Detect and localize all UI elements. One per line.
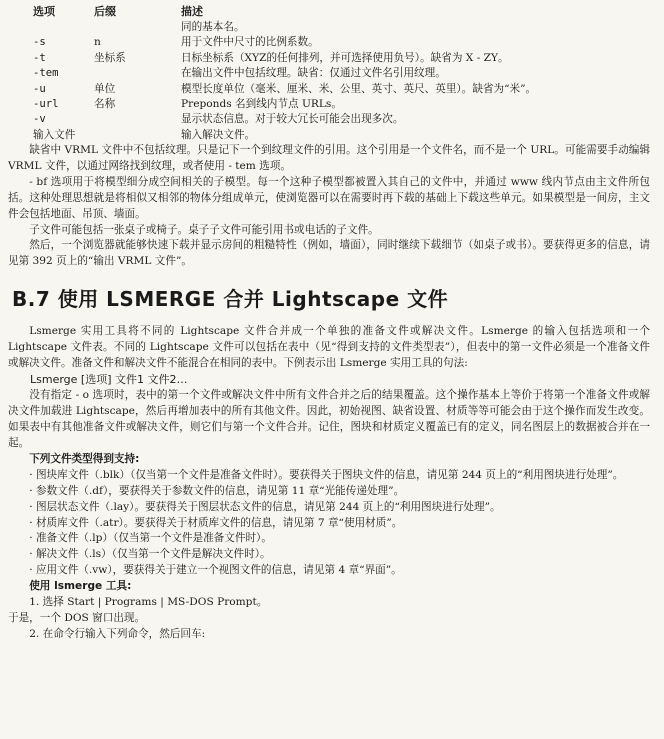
header-suffix: 后缀 bbox=[94, 5, 116, 18]
suffix-cell: 坐标系 bbox=[94, 51, 126, 64]
suffix-cell: n bbox=[94, 36, 101, 49]
list-item: · 材质库文件（.atr）。要获得关于材质库文件的信息，请见第 7 章“使用材质”。 bbox=[29, 516, 403, 529]
table-row bbox=[8, 82, 650, 97]
table-continuation: 同的基本名。 bbox=[181, 21, 245, 33]
header-option: 选项 bbox=[33, 5, 55, 18]
syntax-line: Lsmerge [选项] 文件1 文件2… bbox=[30, 372, 188, 386]
table-row bbox=[8, 66, 650, 81]
step-item: 2. 在命令行输入下列命令，然后回车: bbox=[29, 627, 206, 640]
table-row bbox=[8, 35, 650, 50]
option-cell: -u bbox=[33, 82, 46, 95]
section-heading: B.7 使用 LSMERGE 合并 Lightscape 文件 bbox=[12, 287, 449, 312]
bullet-icon: · bbox=[29, 516, 36, 529]
table-row bbox=[8, 112, 650, 127]
paragraph: 没有指定 - o 选项时，表中的第一个文件或解决文件中所有文件合并之后的结果覆盖。这个操作基本上等价于将第一个准备文件或解决文件加载进 Lightscape，然后再增加表中的所有其他文件。因此，初始视图、缺省设置、材质等等可能会由于这个操作而发生改变。如果表中有其他准备文件或解决文件，则它们与第一个文件合并。记住，图块和材质定义覆盖已有的定义，同名图层上的数据被合并在一起。 bbox=[8, 389, 650, 450]
description-cell: 日标坐标系（XYZ的任何排列，并可选择使用负号）。缺省为 X - ZY。 bbox=[181, 51, 509, 64]
description-cell: 用于文件中尺寸的比例系数。 bbox=[181, 36, 319, 49]
option-cell: -url bbox=[33, 97, 59, 110]
options-table bbox=[8, 4, 650, 143]
bullet-icon: · bbox=[29, 484, 36, 497]
paragraph: Lsmerge 实用工具将不同的 Lightscape 文件合并成一个单独的准备文件或解决文件。Lsmerge 的输入包括选项和一个 Lightscape 文件表。不同的 Lightscape 文件可以包括在表中（见“得到支持的文件类型表”），但表中的第一文件必须是一个准备文件或解决文件。准备文件和解决文件不能混合在相同的表中。下例表示出 Lsmerge 实用工具的句法: bbox=[8, 325, 650, 370]
option-cell: -tem bbox=[33, 67, 59, 80]
suffix-cell bbox=[94, 66, 181, 81]
header-description: 描述 bbox=[181, 5, 203, 18]
supported-types-title: 下列文件类型得到支持: bbox=[29, 452, 140, 465]
table-row bbox=[8, 51, 650, 66]
option-cell: 输入文件 bbox=[33, 128, 76, 141]
list-item: · 准备文件（.lp）（仅当第一个文件是准备文件时）。 bbox=[29, 532, 272, 545]
list-item: · 图块库文件（.blk）（仅当第一个文件是准备文件时）。要获得关于图块文件的信息，请见第 244 页上的“利用图块进行处理”。 bbox=[29, 468, 624, 481]
usage-title: 使用 lsmerge 工具: bbox=[29, 580, 132, 593]
description-cell: 模型长度单位（毫米、厘米、米、公里、英寸、英尺、英里）。缺省为“米”。 bbox=[181, 82, 537, 95]
bullet-icon: · bbox=[29, 548, 36, 561]
intro-text bbox=[8, 143, 650, 270]
description-cell: 输入解决文件。 bbox=[181, 128, 256, 141]
option-cell: -s bbox=[33, 36, 46, 49]
option-cell: -v bbox=[33, 113, 46, 126]
list-item: · 应用文件（.vw），要获得关于建立一个视图文件的信息，请见第 4 章“界面”。 bbox=[29, 564, 402, 577]
description-cell: 显示状态信息。对于较大冗长可能会出现多次。 bbox=[181, 113, 404, 126]
step-item: 于是，一个 DOS 窗口出现。 bbox=[8, 611, 146, 624]
options-table-header bbox=[8, 4, 650, 20]
suffix-cell: 名称 bbox=[94, 97, 116, 110]
bullet-icon: · bbox=[29, 500, 36, 513]
paragraph: 然后，一个浏览器就能够快速下载并显示房间的粗糙特性（例如，墙面），同时继续下载细节（如桌子或书）。要获得更多的信息，请见第 392 页上的“输出 VRML 文件”。 bbox=[8, 239, 650, 268]
bullet-icon: · bbox=[29, 468, 36, 481]
description-cell: Preponds 名到线内节点 URLs。 bbox=[181, 97, 342, 110]
paragraph: - bf 选项用于将模型细分成空间相关的子模型。每一个这种子模型都被置入其自己的文件中，并通过 www 线内节点由主文件所包括。这种处理思想就是将相似又相邻的物体分组成单元，使浏览器可以在需要时再下载的基础上下载这些单元。如果模型是一间房，主文件会包括地面、吊顶、墙面。 bbox=[8, 175, 650, 220]
paragraph: 子文件可能包括一张桌子或椅子。桌子子文件可能引用书或电话的子文件。 bbox=[29, 223, 379, 236]
table-row bbox=[8, 128, 650, 143]
table-row bbox=[8, 97, 650, 112]
suffix-cell bbox=[94, 112, 181, 127]
bullet-icon: · bbox=[29, 564, 36, 577]
list-item: · 参数文件（.df），要获得关于参数文件的信息，请见第 11 章“光能传递处理”。 bbox=[29, 484, 405, 497]
list-item: · 图层状态文件（.lay）。要获得关于图层状态文件的信息，请见第 244 页上的“利用图块进行处理”。 bbox=[29, 500, 501, 513]
section-body bbox=[8, 324, 650, 642]
supported-types-list bbox=[8, 468, 650, 579]
suffix-cell bbox=[94, 128, 181, 143]
step-item: 1. 选择 Start | Programs | MS-DOS Prompt。 bbox=[29, 596, 268, 608]
list-item: · 解决文件（.ls）（仅当第一个文件是解决文件时）。 bbox=[29, 548, 271, 561]
suffix-cell: 单位 bbox=[94, 82, 116, 95]
paragraph: 缺省中 VRML 文件中不包括纹理。只是记下一个到纹理文件的引用。这个引用是一个文件名，而不是一个 URL。可能需要手动编辑 VRML 文件，以通过网络找到纹理，或者使用 - tem 选项。 bbox=[8, 144, 650, 173]
description-cell: 在输出文件中包括纹理。缺省：仅通过文件名引用纹理。 bbox=[181, 67, 446, 80]
option-cell: -t bbox=[33, 51, 46, 64]
bullet-icon: · bbox=[29, 532, 36, 545]
